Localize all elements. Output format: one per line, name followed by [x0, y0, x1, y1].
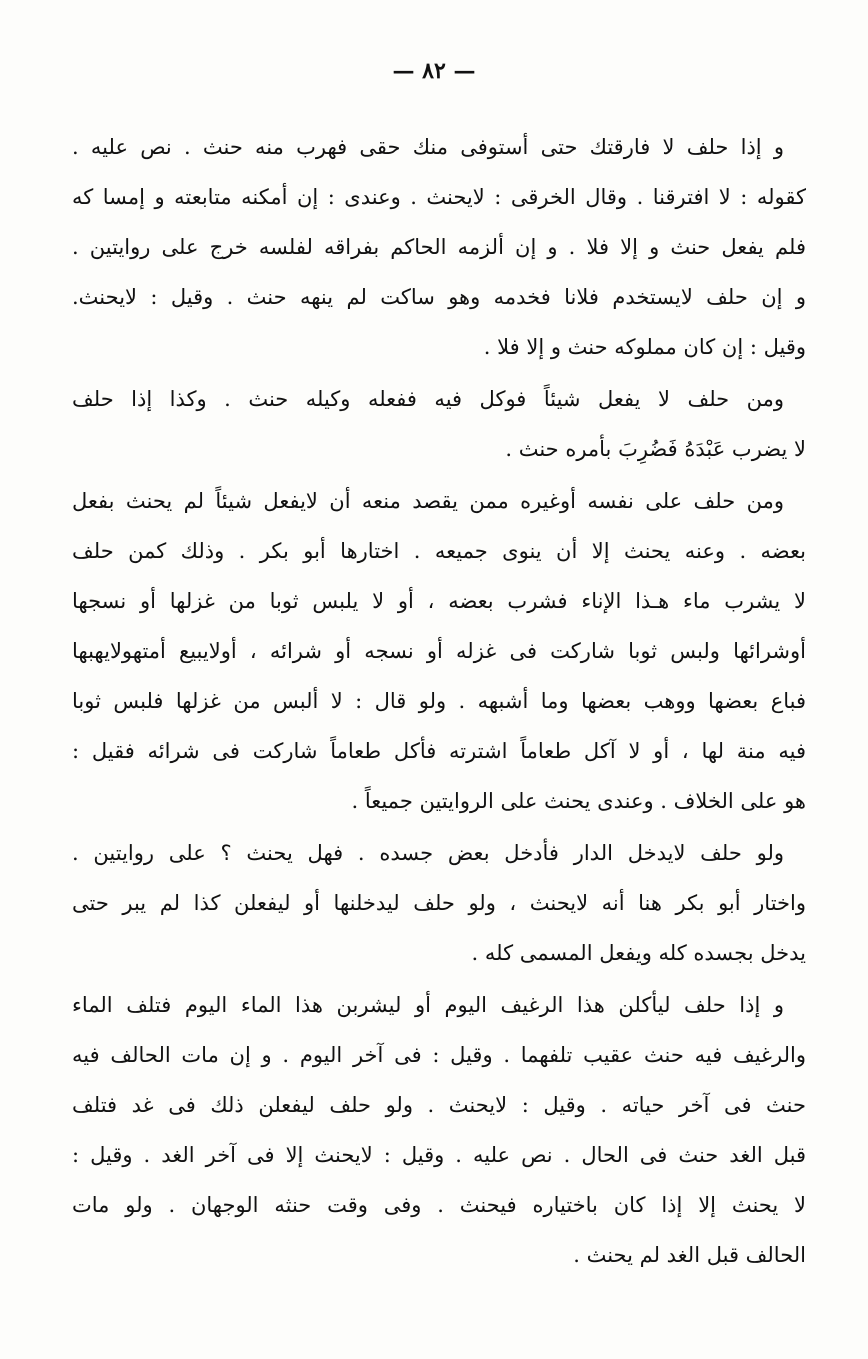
text-line: لا يشرب ماء هـذا الإناء فشرب بعضه ، أو لا يلبس ثوبا من غزلها أو نسجها	[72, 589, 806, 613]
paragraph-oath-agent	[72, 374, 806, 474]
text-line: يدخل بجسده كله ويفعل المسمى كله .	[471, 941, 806, 965]
text-body	[72, 122, 806, 1280]
text-line: والرغيف فيه حنث عقيب تلفهما . وقيل : فى آخر اليوم . و إن مات الحالف فيه	[72, 1043, 806, 1067]
text-line: قبل الغد حنث فى الحال . نص عليه . وقيل : لايحنث إلا فى آخر الغد . وقيل :	[72, 1143, 806, 1167]
text-line: فلم يفعل حنث و إلا فلا . و إن ألزمه الحاكم بفراقه لفلسه خرج على روايتين .	[72, 235, 806, 259]
text-line: هو على الخلاف . وعندى يحنث على الروايتين جميعاً .	[351, 789, 806, 813]
text-line: لا يضرب عَبْدَهُ فَضُرِبَ بأمره حنث .	[505, 437, 806, 461]
text-line: ومن حلف على نفسه أوغيره ممن يقصد منعه أن لايفعل شيئاً لم يحنث بفعل	[72, 489, 784, 513]
text-line: بعضه . وعنه يحنث إلا أن ينوى جميعه . اختارها أبو بكر . وذلك كمن حلف	[72, 539, 806, 563]
text-line: ولو حلف لايدخل الدار فأدخل بعض جسده . فهل يحنث ؟ على روايتين .	[72, 841, 784, 865]
text-line: ومن حلف لا يفعل شيئاً فوكل فيه ففعله وكيله حنث . وكذا إذا حلف	[72, 387, 784, 411]
paragraph-oath-loaf	[72, 980, 806, 1280]
paragraph-oath-parting	[72, 122, 806, 372]
text-line: كقوله : لا افترقنا . وقال الخرقى : لايحنث . وعندى : إن أمكنه متابعته و إمسا كه	[72, 185, 806, 209]
text-line: و إن حلف لايستخدم فلانا فخدمه وهو ساكت لم ينهه حنث . وقيل : لايحنث.	[72, 285, 806, 309]
text-line: و إذا حلف لا فارقتك حتى أستوفى منك حقى فهرب منه حنث . نص عليه .	[72, 135, 784, 159]
text-line: و إذا حلف ليأكلن هذا الرغيف اليوم أو ليشربن هذا الماء اليوم فتلف الماء	[72, 993, 784, 1017]
text-line: أوشرائها ولبس ثوبا شاركت فى غزله أو نسجه أو شرائه ، أولايبيع أمتهولايهبها	[72, 639, 806, 663]
paragraph-oath-house	[72, 828, 806, 978]
paragraph-oath-partial	[72, 476, 806, 826]
text-line: حنث فى آخر حياته . وقيل : لايحنث . ولو حلف ليفعلن ذلك فى غد فتلف	[72, 1093, 806, 1117]
text-line: الحالف قبل الغد لم يحنث .	[573, 1243, 806, 1267]
text-line: لا يحنث إلا إذا كان باختياره فيحنث . وفى وقت حنثه الوجهان . ولو مات	[72, 1193, 806, 1217]
text-line: فباع بعضها ووهب بعضها وما أشبهه . ولو قال : لا ألبس من غزلها فلبس ثوبا	[72, 689, 806, 713]
text-line: وقيل : إن كان مملوكه حنث و إلا فلا .	[483, 335, 806, 359]
page-number: — ٨٢ —	[392, 58, 476, 84]
text-line: واختار أبو بكر هنا أنه لايحنث ، ولو حلف ليدخلنها أو ليفعلن كذا لم يبر حتى	[72, 891, 806, 915]
text-line: فيه منة لها ، أو لا آكل طعاماً اشترته فأكل طعاماً شاركت فى شرائه فقيل :	[72, 739, 806, 763]
